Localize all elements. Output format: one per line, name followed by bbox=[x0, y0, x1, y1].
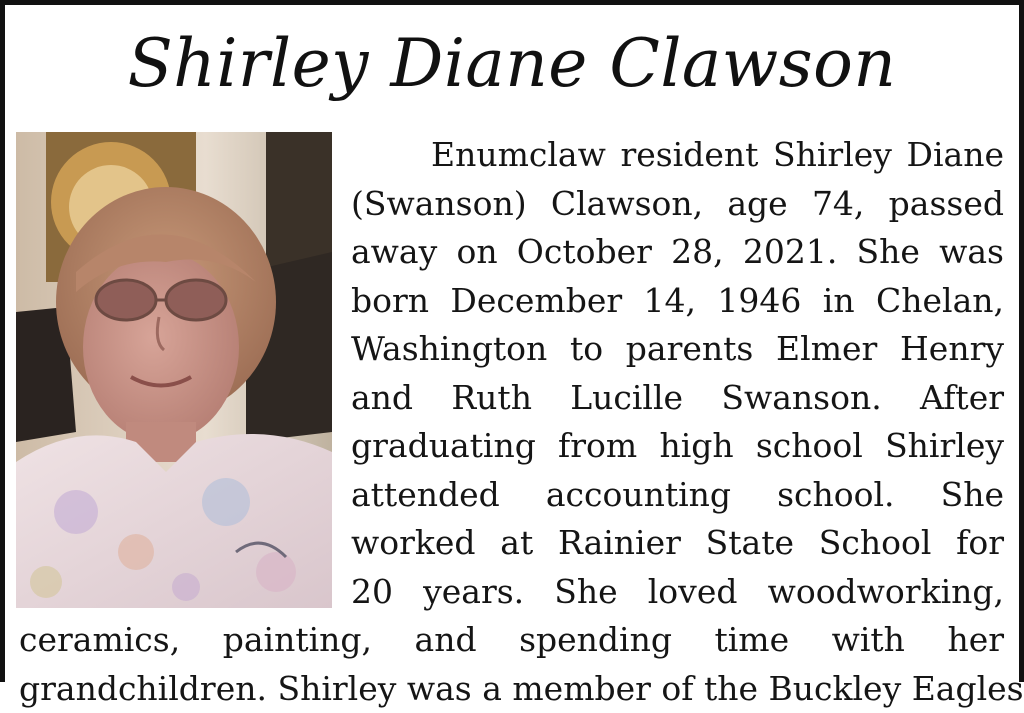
obituary-line: Washington to parents Elmer Henry bbox=[351, 325, 1004, 374]
obituary-line: born December 14, 1946 in Chelan, bbox=[351, 277, 1004, 326]
obituary-line: attended accounting school. She bbox=[351, 471, 1004, 520]
obituary-line: away on October 28, 2021. She was bbox=[351, 228, 1004, 277]
portrait-image bbox=[16, 132, 332, 608]
obituary-line: 20 years. She loved woodworking, bbox=[351, 568, 1004, 617]
obituary-line: and Ruth Lucille Swanson. After bbox=[351, 374, 1004, 423]
obituary-line: (Swanson) Clawson, age 74, passed bbox=[351, 180, 1004, 229]
obituary-line: worked at Rainier State School for bbox=[351, 519, 1004, 568]
obituary-title: Shirley Diane Clawson bbox=[5, 19, 1019, 109]
obituary-line: grandchildren. Shirley was a member of the Buckley Eagles bbox=[19, 665, 1004, 713]
portrait-photo bbox=[16, 132, 332, 608]
obituary-line: graduating from high school Shirley bbox=[351, 422, 1004, 471]
obituary-line: ceramics, painting, and spending time with her bbox=[19, 616, 1004, 665]
obituary-line: Enumclaw resident Shirley Diane bbox=[431, 131, 1004, 180]
